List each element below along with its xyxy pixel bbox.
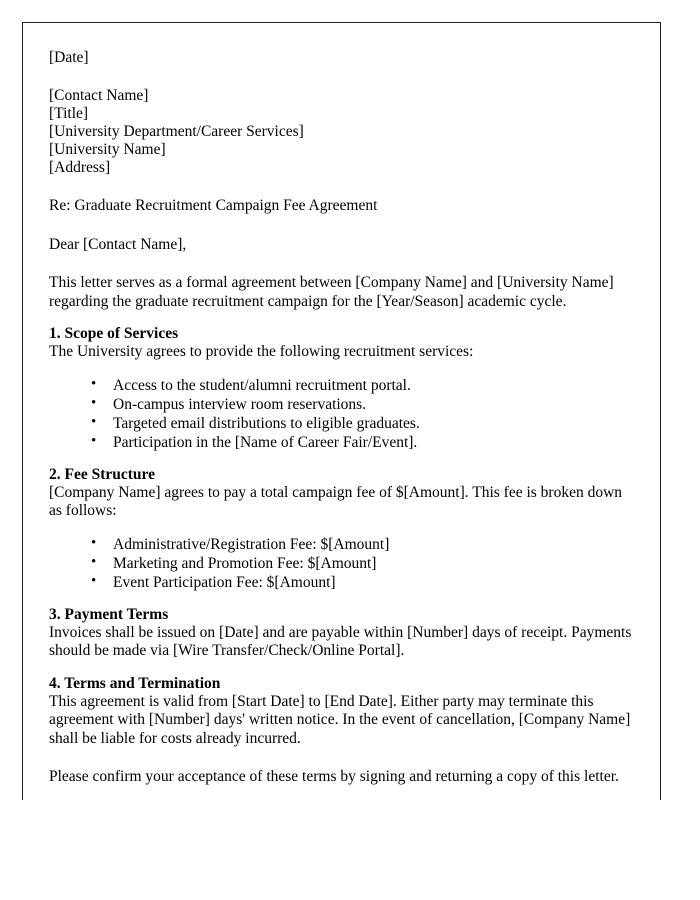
section-heading: 3. Payment Terms — [49, 605, 169, 623]
section-body: This agreement is valid from [Start Date] to [End Date]. Either party may terminate this agreement with [Number] days' written notice. In the event of cancellation, [Company Name] shall be liable for costs already incurred. — [49, 692, 631, 747]
recipient-line: [University Name] — [49, 141, 166, 158]
closing-paragraph: Please confirm your acceptance of these terms by signing and returning a copy of this letter. — [49, 768, 619, 785]
intro-paragraph: This letter serves as a formal agreement between [Company Name] and [University Name] regarding the graduate recruitment campaign for the [Year/Season] academic cycle. — [49, 274, 614, 310]
section-terms-and-termination — [49, 674, 634, 749]
section-payment-terms — [49, 605, 634, 661]
section-fee-structure — [49, 465, 634, 592]
list-item: • Event Participation Fee: $[Amount] — [91, 573, 634, 592]
section-body: Invoices shall be issued on [Date] and are payable within [Number] days of receipt. Payments should be made via [Wire Transfer/Check/Online Portal]. — [49, 623, 632, 659]
spacer — [49, 661, 634, 674]
document-page — [22, 22, 661, 800]
section-body: [Company Name] agrees to pay a total campaign fee of $[Amount]. This fee is broken down as follows: — [49, 483, 623, 519]
spacer — [49, 592, 634, 605]
recipient-line: [Contact Name] — [49, 87, 149, 104]
spacer — [49, 362, 634, 376]
section-heading: 2. Fee Structure — [49, 465, 156, 483]
letter-body — [49, 49, 634, 787]
spacer — [49, 67, 634, 87]
section-heading: 1. Scope of Services — [49, 325, 179, 342]
spacer — [49, 254, 634, 274]
recipient-address-block — [49, 87, 634, 177]
date-line: [Date] — [49, 49, 89, 66]
recipient-line: [Title] — [49, 105, 89, 122]
spacer — [49, 748, 634, 768]
spacer — [49, 521, 634, 535]
spacer — [49, 311, 634, 324]
list-item: • Marketing and Promotion Fee: $[Amount] — [91, 554, 634, 573]
recipient-line: [Address] — [49, 159, 111, 176]
section-bullet-list — [49, 376, 634, 452]
recipient-line: [University Department/Career Services] — [49, 123, 304, 140]
list-item: • Participation in the [Name of Career Fair/Event]. — [91, 433, 634, 452]
spacer — [49, 177, 634, 197]
section-bullet-list — [49, 535, 634, 592]
list-item: • Access to the student/alumni recruitment portal. — [91, 376, 634, 395]
section-body: The University agrees to provide the following recruitment services: — [49, 343, 474, 360]
list-item: • Targeted email distributions to eligible graduates. — [91, 414, 634, 433]
spacer — [49, 216, 634, 236]
subject-line: Re: Graduate Recruitment Campaign Fee Agreement — [49, 197, 378, 214]
list-item: • Administrative/Registration Fee: $[Amount] — [91, 535, 634, 554]
list-item: • On-campus interview room reservations. — [91, 395, 634, 414]
salutation: Dear [Contact Name], — [49, 235, 187, 253]
section-scope-of-services — [49, 324, 634, 452]
section-heading: 4. Terms and Termination — [49, 674, 221, 692]
spacer — [49, 452, 634, 465]
